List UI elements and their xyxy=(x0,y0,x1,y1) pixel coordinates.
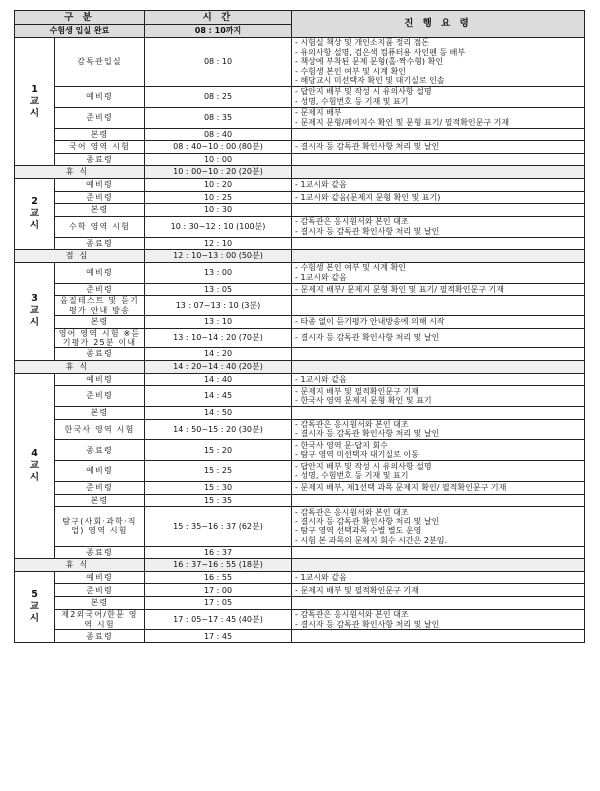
table-row xyxy=(15,204,585,217)
step-name: 종료령 xyxy=(55,237,145,250)
step-name: 국어 영역 시험 xyxy=(55,141,145,154)
table-row xyxy=(15,315,585,328)
procedure-item: - 1교시와 같음 xyxy=(295,180,582,189)
session-label-char: 교 xyxy=(29,459,40,471)
step-name: 준비령 xyxy=(55,481,145,494)
step-procedure xyxy=(292,348,585,361)
break-procedure xyxy=(292,166,585,179)
step-procedure xyxy=(292,546,585,559)
procedure-item: - 한국사 영역 문제지 문형 확인 및 표기 xyxy=(295,396,582,405)
step-procedure xyxy=(292,386,585,407)
table-row xyxy=(15,481,585,494)
step-name: 감독관입실 xyxy=(55,38,145,87)
step-procedure xyxy=(292,609,585,630)
arrival-time: 08 : 10까지 xyxy=(145,25,292,38)
break-time: 16 : 37~16 : 55 (18분) xyxy=(145,559,292,572)
session-label xyxy=(15,38,55,166)
session-label xyxy=(15,262,55,360)
session-label-char: 2 xyxy=(31,196,38,208)
procedure-item: - 답안지 배부 및 작성 시 유의사항 설명 xyxy=(295,87,582,96)
step-time: 10 : 30~12 : 10 (100분) xyxy=(145,216,292,237)
step-time: 17 : 05~17 : 45 (40분) xyxy=(145,609,292,630)
step-name: 본령 xyxy=(55,597,145,610)
step-procedure xyxy=(292,571,585,584)
procedure-item: - 탐구 영역 선택과목 수별 별도 운영 xyxy=(295,526,582,535)
procedure-item: - 결시자 등 감독관 확인사항 처리 및 날인 xyxy=(295,227,582,236)
header-procedure: 진 행 요 령 xyxy=(292,11,585,38)
procedure-item: - 1교시와 같음(문제지 문형 확인 및 표기) xyxy=(295,193,582,202)
step-name: 준비령 xyxy=(55,191,145,204)
procedure-item: - 문제지 배부/ 문제지 문형 확인 및 표기/ 필적확인문구 기재 xyxy=(295,285,582,294)
step-name: 예비령 xyxy=(55,178,145,191)
step-name: 종료령 xyxy=(55,440,145,461)
step-procedure xyxy=(292,406,585,419)
table-row xyxy=(15,440,585,461)
table-row xyxy=(15,348,585,361)
table-row xyxy=(15,507,585,547)
break-row xyxy=(15,559,585,572)
step-name: 본령 xyxy=(55,494,145,507)
procedure-item: - 성명, 수험번호 등 기재 및 표기 xyxy=(295,97,582,106)
session-label-char: 4 xyxy=(31,447,38,459)
table-header-row xyxy=(15,11,585,25)
table-row xyxy=(15,571,585,584)
break-procedure xyxy=(292,250,585,263)
step-name: 제2외국어/한문 영역 시험 xyxy=(55,609,145,630)
table-row xyxy=(15,283,585,296)
session-label-char: 5 xyxy=(31,588,38,600)
break-time: 14 : 20~14 : 40 (20분) xyxy=(145,360,292,373)
step-name: 예비령 xyxy=(55,571,145,584)
procedure-item: - 결시자 등 감독관 확인사항 처리 및 날인 xyxy=(295,620,582,629)
procedure-item: - 탐구 영역 미선택자 대기실로 이동 xyxy=(295,450,582,459)
step-time: 08 : 40 xyxy=(145,128,292,141)
table-row xyxy=(15,494,585,507)
step-procedure xyxy=(292,128,585,141)
step-name: 종료령 xyxy=(55,630,145,643)
session-label-char: 시 xyxy=(29,471,40,483)
step-time: 15 : 30 xyxy=(145,481,292,494)
step-name: 예비령 xyxy=(55,87,145,108)
step-time: 17 : 05 xyxy=(145,597,292,610)
session-label-char: 교 xyxy=(29,208,40,220)
step-time: 08 : 35 xyxy=(145,107,292,128)
step-name: 탐구(사회·과학·직업) 영역 시험 xyxy=(55,507,145,547)
step-time: 16 : 37 xyxy=(145,546,292,559)
step-procedure xyxy=(292,216,585,237)
procedure-item: - 문제지 배부, 제1선택 과목 문제지 확인/ 필적확인문구 기재 xyxy=(295,483,582,492)
step-time: 14 : 40 xyxy=(145,373,292,386)
step-time: 10 : 30 xyxy=(145,204,292,217)
procedure-item: - 문제지 문형/페이지수 확인 및 문형 표기/ 필적확인문구 기재 xyxy=(295,118,582,127)
procedure-item: - 문제지 배부 xyxy=(295,108,582,117)
step-procedure xyxy=(292,204,585,217)
table-row xyxy=(15,630,585,643)
step-time: 17 : 45 xyxy=(145,630,292,643)
session-label xyxy=(15,571,55,642)
step-name: 수학 영역 시험 xyxy=(55,216,145,237)
table-row xyxy=(15,107,585,128)
procedure-item: - 감독관은 응시원서와 본인 대조 xyxy=(295,508,582,517)
step-procedure xyxy=(292,419,585,440)
procedure-item: - 결시자 등 감독관 확인사항 처리 및 날인 xyxy=(295,517,582,526)
break-time: 12 : 10~13 : 00 (50분) xyxy=(145,250,292,263)
table-row xyxy=(15,262,585,283)
procedure-item: - 감독관은 응시원서와 본인 대조 xyxy=(295,610,582,619)
procedure-item: - 결시자 등 감독관 확인사항 처리 및 날인 xyxy=(295,142,582,151)
table-row xyxy=(15,296,585,316)
table-row xyxy=(15,584,585,597)
step-procedure xyxy=(292,584,585,597)
step-name: 종료령 xyxy=(55,348,145,361)
step-procedure xyxy=(292,481,585,494)
step-procedure xyxy=(292,630,585,643)
session-label xyxy=(15,178,55,249)
step-time: 08 : 10 xyxy=(145,38,292,87)
arrival-label: 수험생 입실 완료 xyxy=(15,25,145,38)
break-row xyxy=(15,360,585,373)
step-time: 10 : 25 xyxy=(145,191,292,204)
step-time: 13 : 00 xyxy=(145,262,292,283)
step-name: 준비령 xyxy=(55,283,145,296)
procedure-item: - 시험 본 과목의 문제지 회수 시간은 2분임. xyxy=(295,536,582,545)
step-procedure xyxy=(292,38,585,87)
procedure-item: - 수험생 본인 여부 및 시계 확인 xyxy=(295,263,582,272)
step-time: 10 : 00 xyxy=(145,153,292,166)
table-row xyxy=(15,191,585,204)
step-name: 본령 xyxy=(55,315,145,328)
procedure-item: - 1교시와 같음 xyxy=(295,273,582,282)
table-row xyxy=(15,328,585,348)
step-procedure xyxy=(292,296,585,316)
procedure-item: - 감독관은 응시원서와 본인 대조 xyxy=(295,420,582,429)
table-row xyxy=(15,597,585,610)
session-label-char: 교 xyxy=(29,600,40,612)
step-procedure xyxy=(292,315,585,328)
step-name: 준비령 xyxy=(55,386,145,407)
step-procedure xyxy=(292,107,585,128)
break-procedure xyxy=(292,559,585,572)
step-procedure xyxy=(292,262,585,283)
step-procedure xyxy=(292,507,585,547)
step-name: 예비령 xyxy=(55,461,145,482)
table-row xyxy=(15,461,585,482)
break-name: 점심 xyxy=(15,250,145,263)
procedure-item: - 문제지 배부 및 필적확인문구 기재 xyxy=(295,387,582,396)
procedure-item: - 감독관은 응시원서와 본인 대조 xyxy=(295,217,582,226)
step-time: 12 : 10 xyxy=(145,237,292,250)
table-row xyxy=(15,87,585,108)
table-row xyxy=(15,419,585,440)
session-label-char: 3 xyxy=(31,293,38,305)
session-label-char: 시 xyxy=(29,107,40,119)
step-time: 15 : 35 xyxy=(145,494,292,507)
table-row xyxy=(15,216,585,237)
table-row xyxy=(15,153,585,166)
step-name: 본령 xyxy=(55,128,145,141)
step-procedure xyxy=(292,461,585,482)
session-label-char: 교 xyxy=(29,95,40,107)
break-row xyxy=(15,166,585,179)
table-row xyxy=(15,237,585,250)
step-name: 본령 xyxy=(55,406,145,419)
step-name: 영어 영역 시험 ※듣기평가 25분 이내 xyxy=(55,328,145,348)
table-row xyxy=(15,141,585,154)
session-label-char: 1 xyxy=(31,83,38,95)
step-time: 13 : 07~13 : 10 (3분) xyxy=(145,296,292,316)
session-label-char: 시 xyxy=(29,612,40,624)
step-name: 예비령 xyxy=(55,373,145,386)
step-procedure xyxy=(292,440,585,461)
break-time: 10 : 00~10 : 20 (20분) xyxy=(145,166,292,179)
step-name: 본령 xyxy=(55,204,145,217)
step-procedure xyxy=(292,494,585,507)
table-row xyxy=(15,178,585,191)
table-row xyxy=(15,406,585,419)
header-time: 시 간 xyxy=(145,11,292,25)
procedure-item: - 유의사항 설명, 검은색 컴퓨터용 사인펜 등 배부 xyxy=(295,48,582,57)
procedure-item: - 수험생 본인 여부 및 시계 확인 xyxy=(295,67,582,76)
procedure-item: - 결시자 등 감독관 확인사항 처리 및 날인 xyxy=(295,333,582,342)
step-name: 종료령 xyxy=(55,546,145,559)
step-time: 08 : 40~10 : 00 (80분) xyxy=(145,141,292,154)
procedure-item: - 문제지 배부 및 필적확인문구 기재 xyxy=(295,586,582,595)
step-time: 14 : 45 xyxy=(145,386,292,407)
table-row xyxy=(15,128,585,141)
step-time: 13 : 10~14 : 20 (70분) xyxy=(145,328,292,348)
procedure-item: - 1교시와 같음 xyxy=(295,375,582,384)
step-time: 14 : 50~15 : 20 (30분) xyxy=(145,419,292,440)
break-procedure xyxy=(292,360,585,373)
break-name: 휴식 xyxy=(15,559,145,572)
step-time: 14 : 20 xyxy=(145,348,292,361)
session-label xyxy=(15,373,55,559)
step-procedure xyxy=(292,141,585,154)
procedure-item: - 답안지 배부 및 작성 시 유의사항 설명 xyxy=(295,462,582,471)
step-time: 14 : 50 xyxy=(145,406,292,419)
step-procedure xyxy=(292,597,585,610)
table-row xyxy=(15,38,585,87)
break-row xyxy=(15,250,585,263)
break-name: 휴식 xyxy=(15,166,145,179)
step-time: 10 : 20 xyxy=(145,178,292,191)
session-label-char: 시 xyxy=(29,317,40,329)
procedure-item: - 책상에 부착된 문제 문형(홀·짝수형) 확인 xyxy=(295,57,582,66)
step-name: 음질테스트 및 듣기평가 안내 방송 xyxy=(55,296,145,316)
step-time: 13 : 10 xyxy=(145,315,292,328)
step-procedure xyxy=(292,373,585,386)
step-procedure xyxy=(292,283,585,296)
step-time: 08 : 25 xyxy=(145,87,292,108)
step-time: 15 : 25 xyxy=(145,461,292,482)
procedure-item: - 타종 없이 듣기평가 안내방송에 의해 시작 xyxy=(295,317,582,326)
header-category: 구 분 xyxy=(15,11,145,25)
step-time: 13 : 05 xyxy=(145,283,292,296)
exam-schedule-sheet xyxy=(14,10,584,643)
step-name: 준비령 xyxy=(55,107,145,128)
step-time: 15 : 35~16 : 37 (62분) xyxy=(145,507,292,547)
table-row xyxy=(15,373,585,386)
schedule-table xyxy=(14,10,585,643)
schedule-body xyxy=(15,38,585,643)
step-name: 예비령 xyxy=(55,262,145,283)
table-row xyxy=(15,386,585,407)
step-procedure xyxy=(292,153,585,166)
procedure-item: - 성명, 수험번호 등 기재 및 표기 xyxy=(295,471,582,480)
step-procedure xyxy=(292,237,585,250)
session-label-char: 시 xyxy=(29,220,40,232)
step-time: 16 : 55 xyxy=(145,571,292,584)
procedure-item: - 해당교시 미선택자 확인 및 대기실로 인솔 xyxy=(295,76,582,85)
step-name: 준비령 xyxy=(55,584,145,597)
procedure-item: - 1교시와 같음 xyxy=(295,573,582,582)
session-label-char: 교 xyxy=(29,305,40,317)
step-procedure xyxy=(292,191,585,204)
step-procedure xyxy=(292,328,585,348)
table-row xyxy=(15,546,585,559)
procedure-item: - 한국사 영역 문·답지 회수 xyxy=(295,441,582,450)
procedure-item: - 시험실 책상 및 개인소지품 정리 점돈 xyxy=(295,38,582,47)
step-time: 17 : 00 xyxy=(145,584,292,597)
step-procedure xyxy=(292,87,585,108)
step-name: 종료령 xyxy=(55,153,145,166)
break-name: 휴식 xyxy=(15,360,145,373)
step-procedure xyxy=(292,178,585,191)
table-row xyxy=(15,609,585,630)
step-time: 15 : 20 xyxy=(145,440,292,461)
step-name: 한국사 영역 시험 xyxy=(55,419,145,440)
procedure-item: - 결시자 등 감독관 확인사항 처리 및 날인 xyxy=(295,429,582,438)
